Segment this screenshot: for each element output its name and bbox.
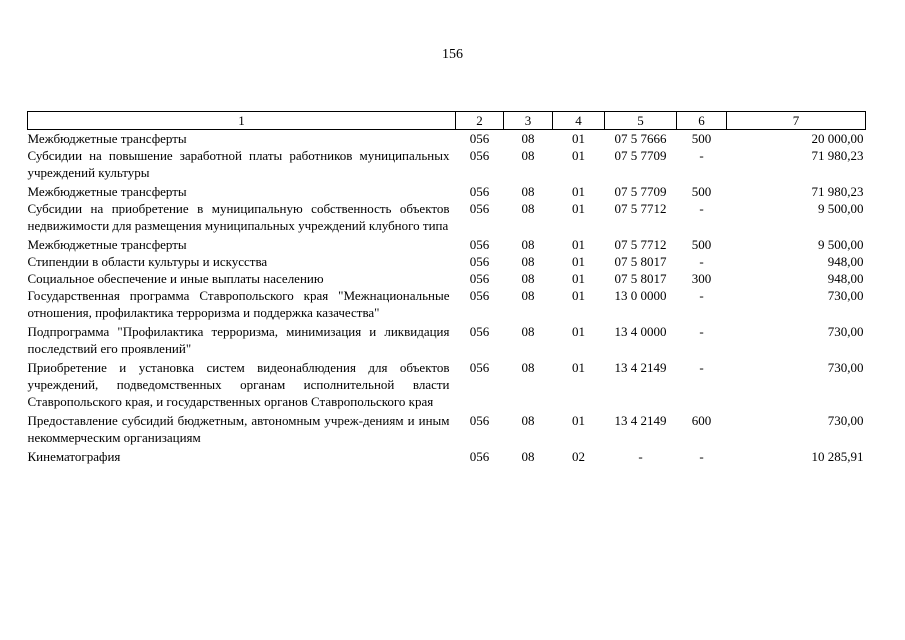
row-code-target: 13 4 0000 — [614, 324, 667, 339]
row-amount: 730,00 — [827, 288, 864, 303]
row-code-expense-type: - — [699, 148, 704, 163]
header-col-4: 4 — [553, 112, 605, 130]
table-row — [28, 253, 866, 270]
row-code-expense-type: - — [699, 324, 704, 339]
table-body — [28, 130, 866, 466]
row-code-target: 07 5 7712 — [614, 201, 667, 216]
page-number: 156 — [442, 47, 463, 62]
row-code-ministry: 056 — [469, 324, 490, 339]
table-row — [28, 357, 866, 410]
row-code-target: 13 4 2149 — [614, 360, 667, 375]
row-code-ministry: 056 — [469, 201, 490, 216]
row-amount: 9 500,00 — [818, 201, 864, 216]
row-code-target: 07 5 8017 — [614, 254, 667, 269]
header-col-6: 6 — [677, 112, 727, 130]
row-code-expense-type: - — [699, 288, 704, 303]
table-row — [28, 130, 866, 148]
row-code-ministry: 056 — [469, 131, 490, 146]
row-code-expense-type: 300 — [691, 271, 712, 286]
row-name: Кинематография — [27, 449, 121, 464]
row-code-section: 08 — [521, 184, 535, 199]
row-code-ministry: 056 — [469, 413, 490, 428]
row-code-subsection: 01 — [572, 131, 585, 146]
row-code-target: 07 5 7709 — [614, 184, 667, 199]
row-code-ministry: 056 — [469, 360, 490, 375]
row-name: Подпрограмма "Профилактика терроризма, минимизация и ликвидация последствий его проявлений" — [27, 324, 450, 356]
row-code-ministry: 056 — [469, 184, 490, 199]
row-code-subsection: 01 — [572, 360, 585, 375]
row-code-target: 07 5 7666 — [614, 131, 667, 146]
row-code-expense-type: - — [699, 201, 704, 216]
table-row — [28, 287, 866, 321]
table-row — [28, 181, 866, 200]
row-code-target: 07 5 7709 — [614, 148, 667, 163]
row-amount: 730,00 — [827, 413, 864, 428]
row-code-section: 08 — [521, 449, 535, 464]
header-col-2: 2 — [456, 112, 504, 130]
row-code-section: 08 — [521, 324, 535, 339]
row-name: Межбюджетные трансферты — [27, 184, 187, 199]
row-name: Субсидии на повышение заработной платы работников муниципальных учреждений культуры — [27, 148, 450, 180]
row-code-expense-type: 500 — [691, 237, 712, 252]
table-row — [28, 200, 866, 234]
header-col-3: 3 — [504, 112, 553, 130]
table-header — [28, 112, 866, 130]
row-amount: 730,00 — [827, 324, 864, 339]
table-row — [28, 270, 866, 287]
row-name: Субсидии на приобретение в муниципальную собственность объектов недвижимости для размещения муниципальных учреждений клубного типа — [27, 201, 450, 233]
row-code-target: 07 5 7712 — [614, 237, 667, 252]
table-row — [28, 410, 866, 446]
row-code-expense-type: 600 — [691, 413, 712, 428]
row-code-subsection: 02 — [572, 449, 585, 464]
row-code-subsection: 01 — [572, 324, 585, 339]
row-code-ministry: 056 — [469, 271, 490, 286]
row-code-target: 13 4 2149 — [614, 413, 667, 428]
row-name: Стипендии в области культуры и искусства — [27, 254, 268, 269]
table-row — [28, 147, 866, 181]
row-code-section: 08 — [521, 288, 535, 303]
row-code-subsection: 01 — [572, 148, 585, 163]
row-amount: 948,00 — [827, 271, 864, 286]
row-amount: 71 980,23 — [811, 184, 864, 199]
row-code-section: 08 — [521, 360, 535, 375]
row-code-target: - — [638, 449, 643, 464]
row-name: Предоставление субсидий бюджетным, автономным учреж-дениям и иным некоммерческим организациям — [27, 413, 450, 445]
row-code-ministry: 056 — [469, 254, 490, 269]
row-code-ministry: 056 — [469, 148, 490, 163]
row-code-subsection: 01 — [572, 254, 585, 269]
row-amount: 71 980,23 — [811, 148, 864, 163]
row-code-section: 08 — [521, 148, 535, 163]
row-code-expense-type: 500 — [691, 131, 712, 146]
table-row — [28, 446, 866, 465]
row-amount: 20 000,00 — [811, 131, 864, 146]
row-code-subsection: 01 — [572, 184, 585, 199]
row-code-section: 08 — [521, 271, 535, 286]
header-col-7: 7 — [727, 112, 866, 130]
row-code-subsection: 01 — [572, 288, 585, 303]
row-amount: 730,00 — [827, 360, 864, 375]
row-name: Социальное обеспечение и иные выплаты населению — [27, 271, 324, 286]
row-code-ministry: 056 — [469, 449, 490, 464]
row-name: Межбюджетные трансферты — [27, 131, 187, 146]
row-code-section: 08 — [521, 237, 535, 252]
row-code-section: 08 — [521, 131, 535, 146]
header-col-1: 1 — [28, 112, 456, 130]
row-code-target: 13 0 0000 — [614, 288, 667, 303]
row-code-expense-type: - — [699, 360, 704, 375]
header-col-5: 5 — [605, 112, 677, 130]
row-code-subsection: 01 — [572, 201, 585, 216]
row-amount: 948,00 — [827, 254, 864, 269]
row-code-target: 07 5 8017 — [614, 271, 667, 286]
row-amount: 9 500,00 — [818, 237, 864, 252]
row-amount: 10 285,91 — [811, 449, 864, 464]
row-code-expense-type: 500 — [691, 184, 712, 199]
row-code-section: 08 — [521, 201, 535, 216]
row-name: Государственная программа Ставропольского края "Межнациональные отношения, профилактика терроризма и поддержка казачества" — [27, 288, 450, 320]
table-row — [28, 321, 866, 357]
budget-table — [27, 111, 866, 465]
row-code-ministry: 056 — [469, 237, 490, 252]
row-code-ministry: 056 — [469, 288, 490, 303]
table-row — [28, 234, 866, 253]
row-code-expense-type: - — [699, 254, 704, 269]
header-row — [28, 112, 866, 130]
row-code-subsection: 01 — [572, 413, 585, 428]
row-name: Межбюджетные трансферты — [27, 237, 187, 252]
row-code-section: 08 — [521, 413, 535, 428]
row-name: Приобретение и установка систем видеонаблюдения для объектов учреждений, подведомственных органам исполнительной власти Ставропольского края, и государственных органов Ставропольского края — [27, 360, 450, 409]
row-code-subsection: 01 — [572, 237, 585, 252]
row-code-section: 08 — [521, 254, 535, 269]
row-code-expense-type: - — [699, 449, 704, 464]
row-code-subsection: 01 — [572, 271, 585, 286]
